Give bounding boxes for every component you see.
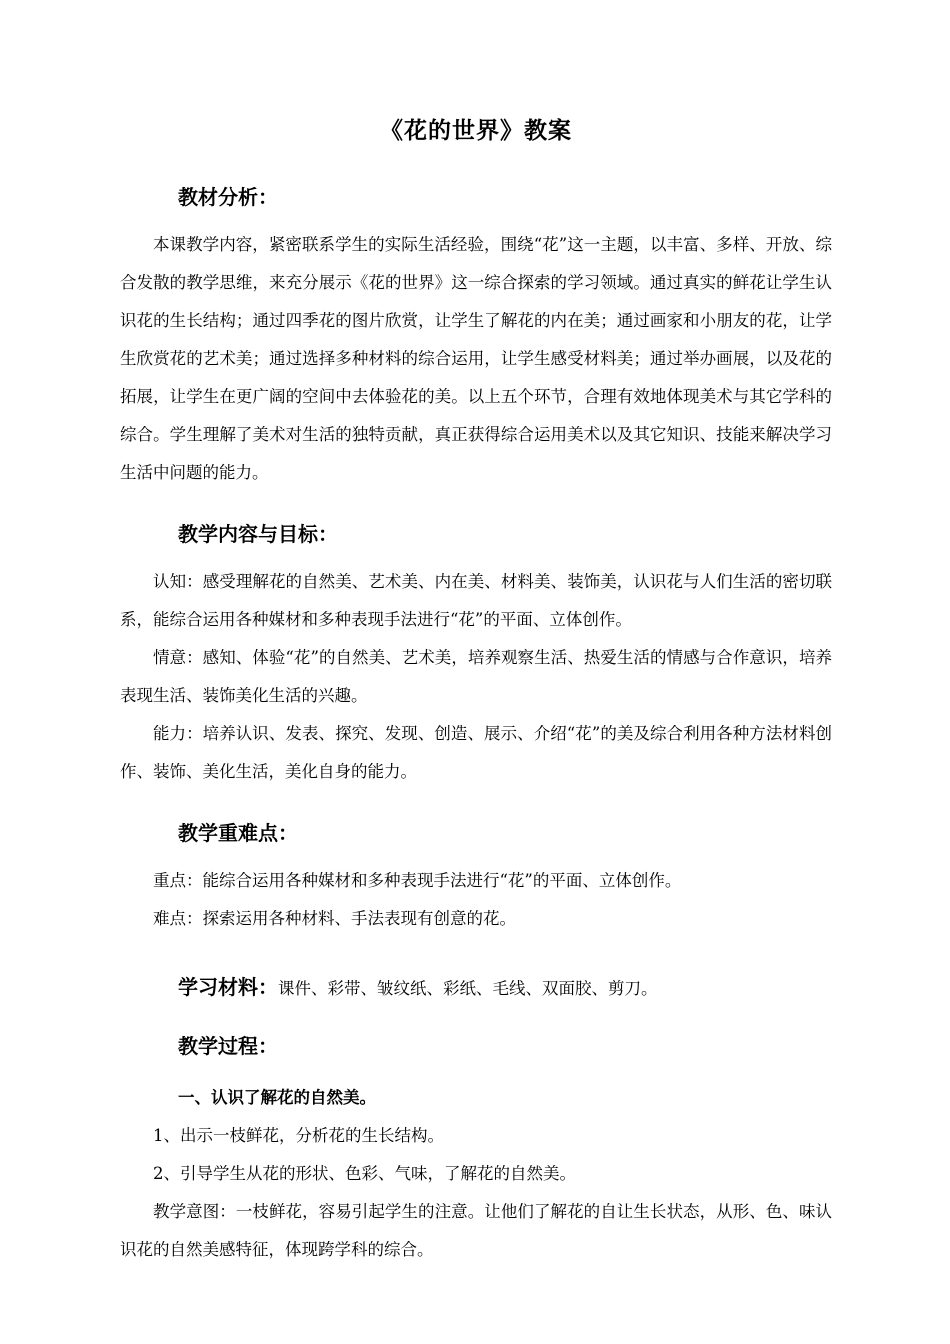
section-heading-materials: 学习材料： [178, 975, 278, 999]
objectives-paragraph-affection: 情意：感知、体验“花”的自然美、艺术美，培养观察生活、热爱生活的情感与合作意识，培养表现生活、装饰美化生活的兴趣。 [120, 648, 832, 705]
process-item-2: 2、引导学生从花的形状、色彩、气味，了解花的自然美。 [153, 1164, 576, 1183]
objectives-paragraph-cognition: 认知：感受理解花的自然美、艺术美、内在美、材料美、装饰美，认识花与人们生活的密切联系，能综合运用各种媒材和多种表现手法进行“花”的平面、立体创作。 [120, 572, 832, 629]
process-item-1: 1、出示一枝鲜花，分析花的生长结构。 [153, 1126, 444, 1145]
objectives-paragraph-ability: 能力：培养认识、发表、探究、发现、创造、展示、介绍“花”的美及综合利用各种方法材料创作、装饰、美化生活，美化自身的能力。 [120, 724, 832, 781]
section-heading-analysis: 教材分析： [178, 185, 278, 209]
key-point-focus: 重点：能综合运用各种媒材和多种表现手法进行“花”的平面、立体创作。 [153, 871, 682, 890]
materials-list-text: 课件、彩带、皱纹纸、彩纸、毛线、双面胶、剪刀。 [278, 979, 658, 998]
process-intent-paragraph: 教学意图：一枝鲜花，容易引起学生的注意。让他们了解花的自让生长状态，从形、色、味认识花的自然美感特征，体现跨学科的综合。 [120, 1202, 832, 1259]
document-title: 《花的世界》教案 [380, 117, 572, 144]
analysis-paragraph: 本课教学内容，紧密联系学生的实际生活经验，围绕“花”这一主题，以丰富、多样、开放、综合发散的教学思维，来充分展示《花的世界》这一综合探索的学习领域。通过真实的鲜花让学生认识花的生长结构；通过四季花的图片欣赏，让学生了解花的内在美；通过画家和小朋友的花，让学生欣赏花的艺术美；通过选择多种材料的综合运用，让学生感受材料美；通过举办画展，以及花的拓展，让学生在更广阔的空间中去体验花的美。以上五个环节，合理有效地体现美术与其它学科的综合。学生理解了美术对生活的独特贡献，真正获得综合运用美术以及其它知识、技能来解决学习生活中问题的能力。 [120, 235, 832, 482]
section-heading-process: 教学过程： [178, 1034, 278, 1058]
process-step1-heading: 一、认识了解花的自然美。 [178, 1088, 376, 1107]
key-point-difficulty: 难点：探索运用各种材料、手法表现有创意的花。 [153, 909, 516, 928]
section-heading-key-points: 教学重难点： [178, 821, 298, 845]
section-heading-objectives: 教学内容与目标： [178, 522, 338, 546]
materials-line [120, 972, 832, 1004]
